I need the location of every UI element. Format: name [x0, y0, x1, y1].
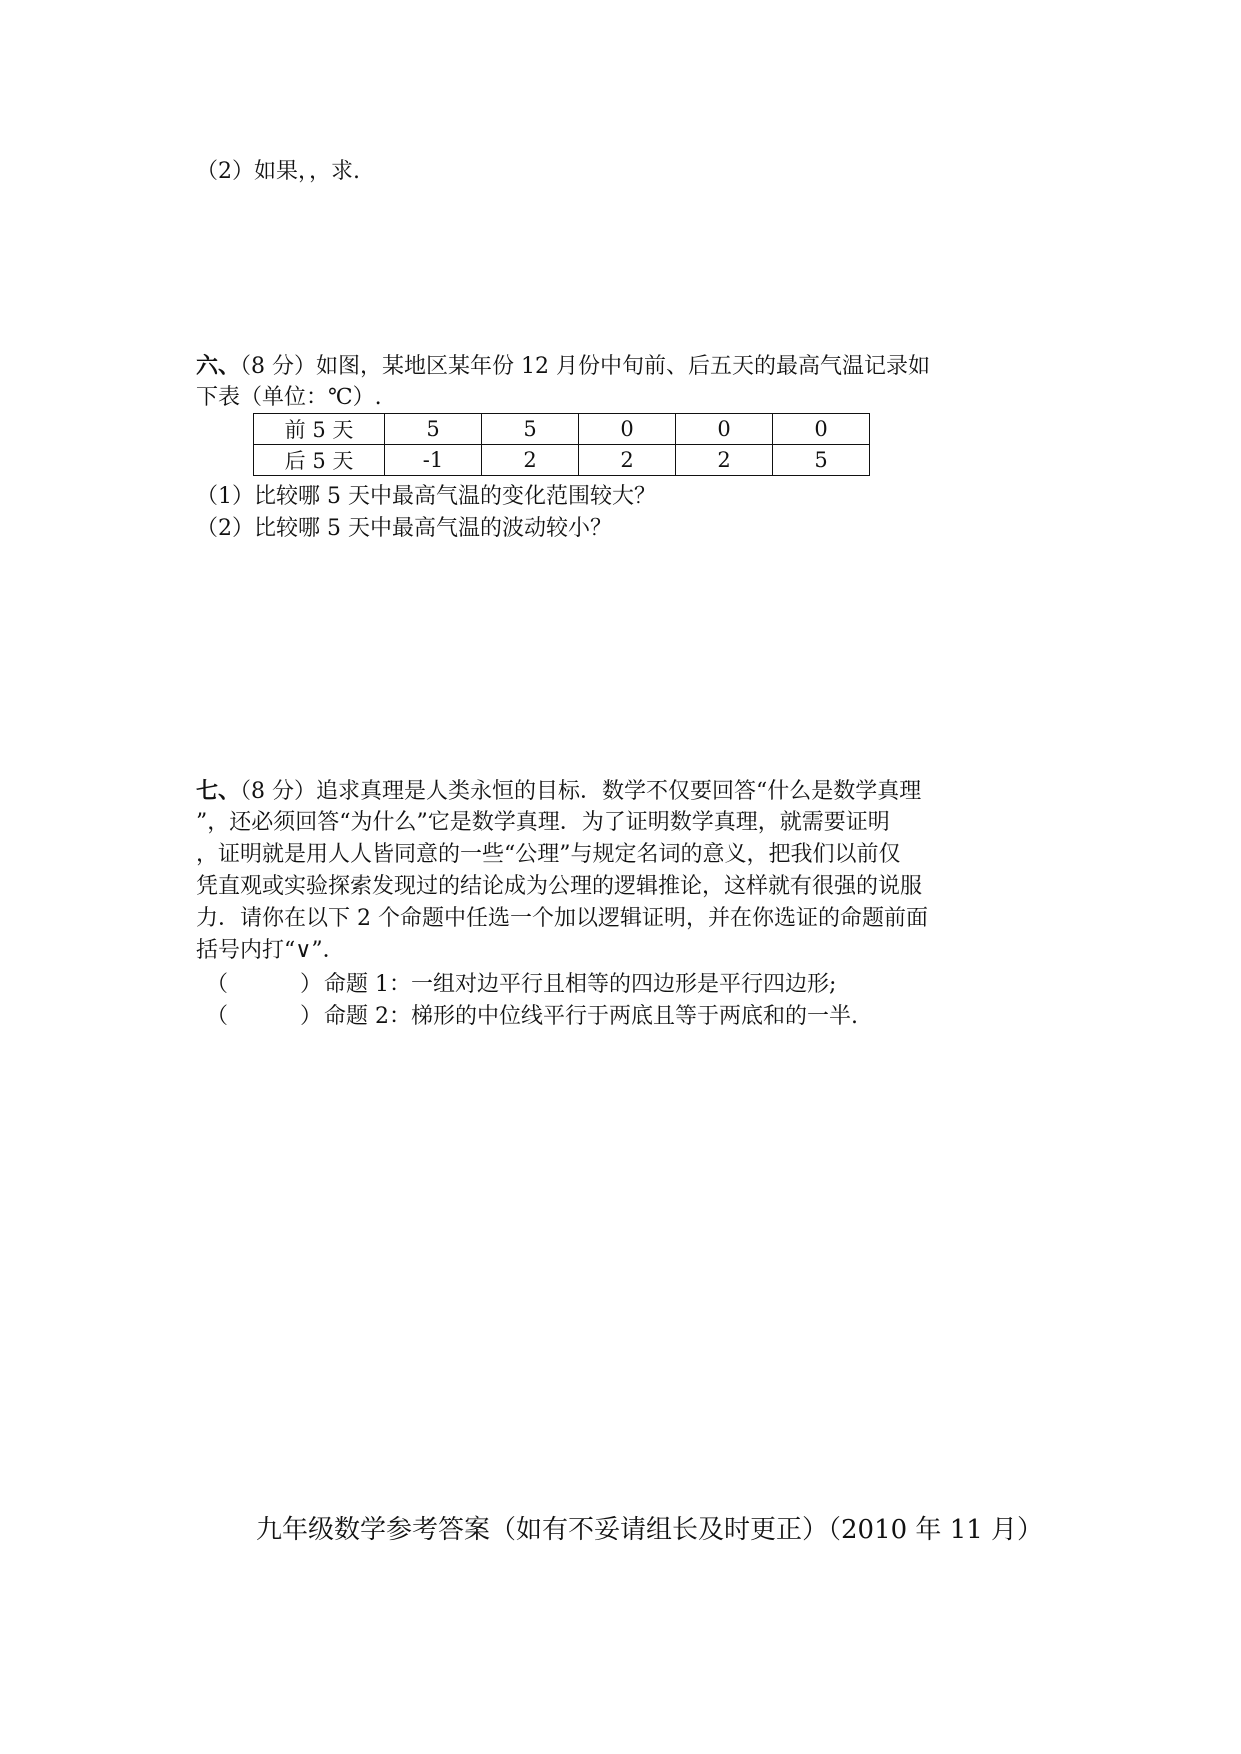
q7-line6: 括号内打“∨”．	[196, 938, 345, 963]
q7-line2: ”，还必须回答“为什么”它是数学真理．为了证明数学真理，就需要证明	[196, 810, 890, 835]
q7-line1	[196, 775, 921, 808]
table-row	[254, 414, 870, 445]
table-cell: 0	[773, 414, 870, 445]
proposition-1-open-paren: （	[206, 972, 229, 997]
table-cell: 5	[482, 414, 579, 445]
proposition-2: 命题 2：梯形的中位线平行于两底且等于两底和的一半.	[324, 1004, 858, 1029]
q6-intro: （8 分）如图，某地区某年份 12 月份中旬前、后五天的最高气温记录如	[240, 354, 930, 379]
table-cell: 5	[773, 445, 870, 476]
table-cell: 后 5 天	[254, 445, 385, 476]
q6-sub1: （1）比较哪 5 天中最高气温的变化范围较大？	[196, 484, 656, 509]
table-cell: 0	[579, 414, 676, 445]
q6-heading: 六、	[196, 353, 241, 379]
q7-line4: 凭直观或实验探索发现过的结论成为公理的逻辑推论，这样就有很强的说服	[196, 874, 923, 899]
q7-heading: 七、	[196, 778, 241, 804]
temperature-table	[253, 413, 870, 476]
table-cell: 5	[385, 414, 482, 445]
q5-part2: （2）如果，，求.	[196, 159, 360, 184]
q6-line2: 下表（单位：℃）.	[196, 385, 382, 410]
table-cell: -1	[385, 445, 482, 476]
q7-line5: 力．请你在以下 2 个命题中任选一个加以逻辑证明，并在你选证的命题前面	[196, 906, 928, 931]
proposition-2-close-paren: ）	[300, 1004, 323, 1029]
proposition-1-close-paren: ）	[300, 972, 323, 997]
table-cell: 前 5 天	[254, 414, 385, 445]
q6-line1	[196, 350, 930, 383]
table-cell: 2	[676, 445, 773, 476]
answer-key-title: 九年级数学参考答案（如有不妥请组长及时更正）（2010 年 11 月）	[256, 1515, 1044, 1545]
q7-intro: （8 分）追求真理是人类永恒的目标．数学不仅要回答“什么是数学真理	[240, 779, 922, 804]
table-cell: 0	[676, 414, 773, 445]
proposition-2-open-paren: （	[206, 1004, 229, 1029]
proposition-1: 命题 1：一组对边平行且相等的四边形是平行四边形;	[324, 972, 837, 997]
q6-sub2: （2）比较哪 5 天中最高气温的波动较小？	[196, 516, 612, 541]
table-cell: 2	[579, 445, 676, 476]
table-row	[254, 445, 870, 476]
q7-line3: ，证明就是用人人皆同意的一些“公理”与规定名词的意义，把我们以前仅	[196, 842, 901, 867]
table-cell: 2	[482, 445, 579, 476]
